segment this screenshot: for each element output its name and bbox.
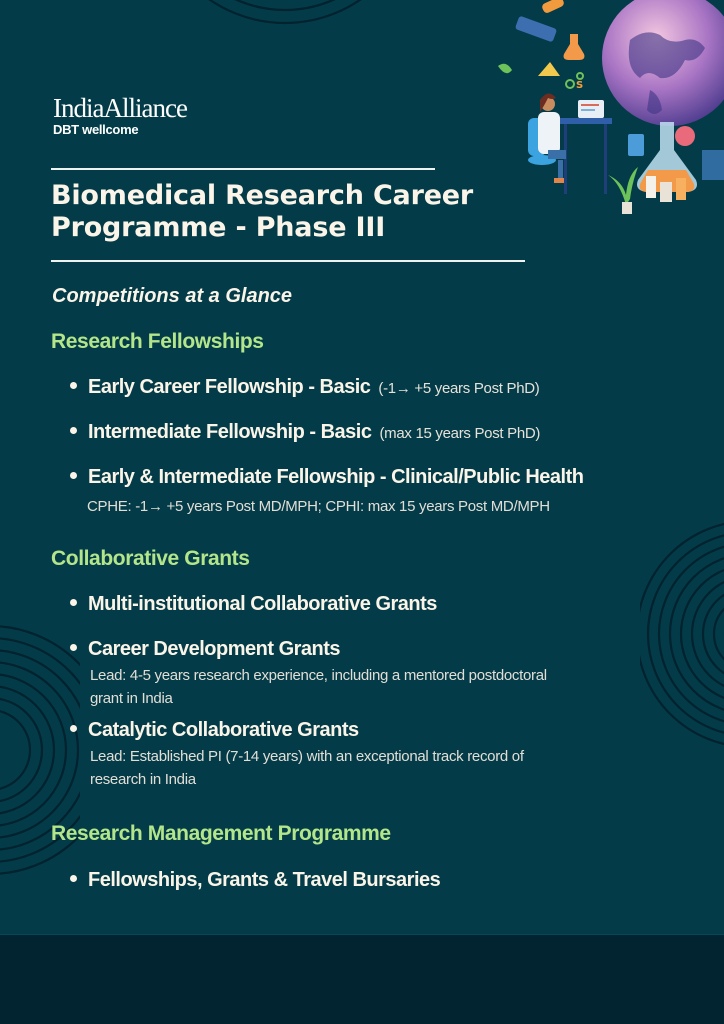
science-research-illustration-icon [480, 0, 724, 230]
section-heading-research-fellowships: Research Fellowships [51, 330, 264, 353]
bullet-icon [70, 725, 77, 732]
list-item-fellowships-grants-bursaries [70, 869, 440, 892]
arcs-top-decoration-icon [150, 0, 420, 70]
item-description-line-1: Lead: Established PI (7-14 years) with an exceptional track record of [90, 748, 524, 765]
item-description-line-1: Lead: 4-5 years research experience, including a mentored postdoctoral [90, 667, 547, 684]
bullet-icon [70, 875, 77, 882]
section-heading-research-management: Research Management Programme [51, 822, 391, 845]
bullet-icon [70, 599, 77, 606]
bullet-icon [70, 472, 77, 479]
title-top-rule [51, 168, 435, 170]
logo-tagline: DBT wellcome [53, 122, 139, 137]
svg-text:S: S [576, 80, 584, 91]
item-note: (-1→ +5 years Post PhD) [378, 380, 540, 397]
list-item-intermediate-fellowship [70, 421, 540, 444]
item-title: Career Development Grants [88, 638, 341, 660]
page-title-line-1: Biomedical Research Career [51, 180, 474, 211]
item-title: Multi-institutional Collaborative Grants [88, 593, 437, 615]
page-title-line-2: Programme - Phase III [51, 212, 386, 243]
item-description-line-2: grant in India [90, 690, 173, 707]
item-title: Fellowships, Grants & Travel Bursaries [88, 869, 441, 891]
logo-name: IndiaAlliance [53, 93, 187, 123]
bullet-icon [70, 644, 77, 651]
list-item-early-career-fellowship [70, 376, 539, 399]
list-item-career-development-grants [70, 638, 547, 710]
section-heading-collaborative-grants: Collaborative Grants [51, 547, 250, 570]
bullet-icon [70, 382, 77, 389]
subtitle: Competitions at a Glance [52, 285, 293, 307]
footer-band [0, 934, 724, 1024]
list-item-multi-institutional-grants [70, 593, 437, 616]
item-description: CPHE: -1→ +5 years Post MD/MPH; CPHI: max 15 years Post MD/MPH [87, 498, 550, 515]
item-title: Early Career Fellowship - Basic [88, 376, 371, 398]
item-description [90, 664, 547, 710]
list-item-catalytic-collaborative-grants [70, 719, 524, 791]
item-title: Early & Intermediate Fellowship - Clinical/Public Health [88, 466, 584, 488]
item-title: Intermediate Fellowship - Basic [88, 421, 372, 443]
bullet-icon [70, 427, 77, 434]
title-bottom-rule [51, 260, 525, 262]
item-description [90, 745, 524, 791]
item-note: (max 15 years Post PhD) [379, 425, 541, 442]
item-description-line-2: research in India [90, 771, 196, 788]
arcs-right-decoration-icon [640, 510, 724, 760]
item-title: Catalytic Collaborative Grants [88, 719, 359, 741]
india-alliance-logo [53, 93, 187, 137]
page-title [51, 180, 473, 244]
list-item-clinical-public-health-fellowship [70, 466, 583, 518]
